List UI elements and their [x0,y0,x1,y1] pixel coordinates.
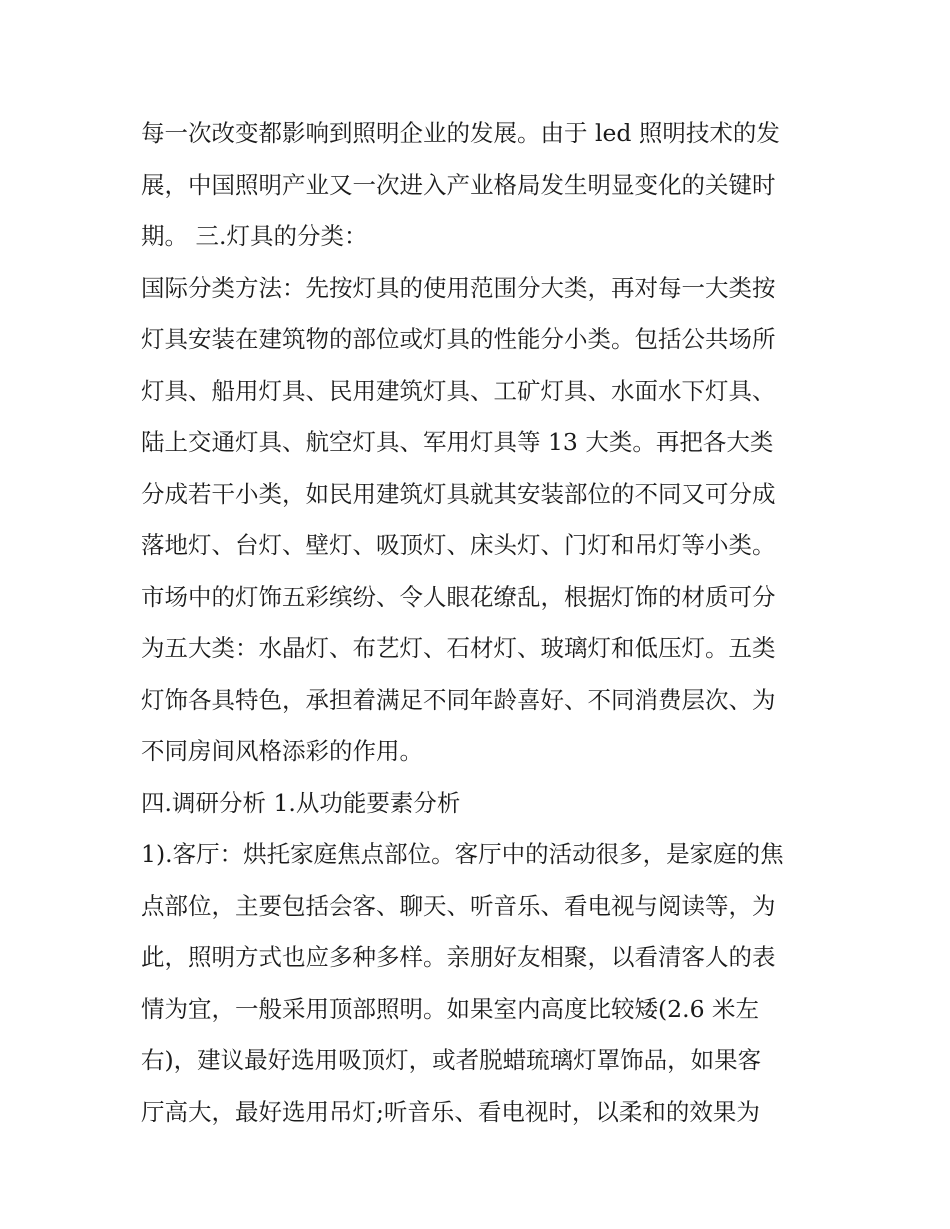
text-line: 情为宜，一般采用顶部照明。如果室内高度比较矮(2.6 米左 [141,994,760,1023]
text-line: 灯具、船用灯具、民用建筑灯具、工矿灯具、水面水下灯具、 [141,376,776,405]
text-line: 点部位，主要包括会客、聊天、听音乐、看电视与阅读等，为 [141,891,776,920]
body-text [141,108,821,1138]
text-line: 市场中的灯饰五彩缤纷、令人眼花缭乱，根据灯饰的材质可分 [141,582,776,611]
section-heading: 四.调研分析 1.从功能要素分析 [141,788,461,817]
text-line: 灯具安装在建筑物的部位或灯具的性能分小类。包括公共场所 [141,325,776,353]
text-line: 落地灯、台灯、壁灯、吸顶灯、床头灯、门灯和吊灯等小类。 [141,531,776,559]
text-line: 国际分类方法：先按灯具的使用范围分大类，再对每一大类按 [141,273,776,302]
text-line: 陆上交通灯具、航空灯具、军用灯具等 13 大类。再把各大类 [141,428,774,456]
text-line: 期。 三.灯具的分类： [141,222,368,250]
text-line: 此，照明方式也应多种多样。亲朋好友相聚，以看清客人的表 [141,943,776,971]
text-line: 分成若干小类，如民用建筑灯具就其安装部位的不同又可分成 [141,479,776,508]
text-line: 展，中国照明产业又一次进入产业格局发生明显变化的关键时 [141,170,776,199]
text-line: 1).客厅：烘托家庭焦点部位。客厅中的活动很多，是家庭的焦 [141,840,784,868]
text-line: 灯饰各具特色，承担着满足不同年龄喜好、不同消费层次、为 [141,685,776,714]
text-line: 不同房间风格添彩的作用。 [141,737,423,765]
text-line: 每一次改变都影响到照明企业的发展。由于 led 照明技术的发 [141,119,780,147]
text-line: 厅高大，最好选用吊灯;听音乐、看电视时，以柔和的效果为 [141,1097,760,1126]
text-line: 为五大类：水晶灯、布艺灯、石材灯、玻璃灯和低压灯。五类 [141,634,776,662]
text-line: 右)，建议最好选用吸顶灯，或者脱蜡琉璃灯罩饰品，如果客 [141,1046,762,1074]
